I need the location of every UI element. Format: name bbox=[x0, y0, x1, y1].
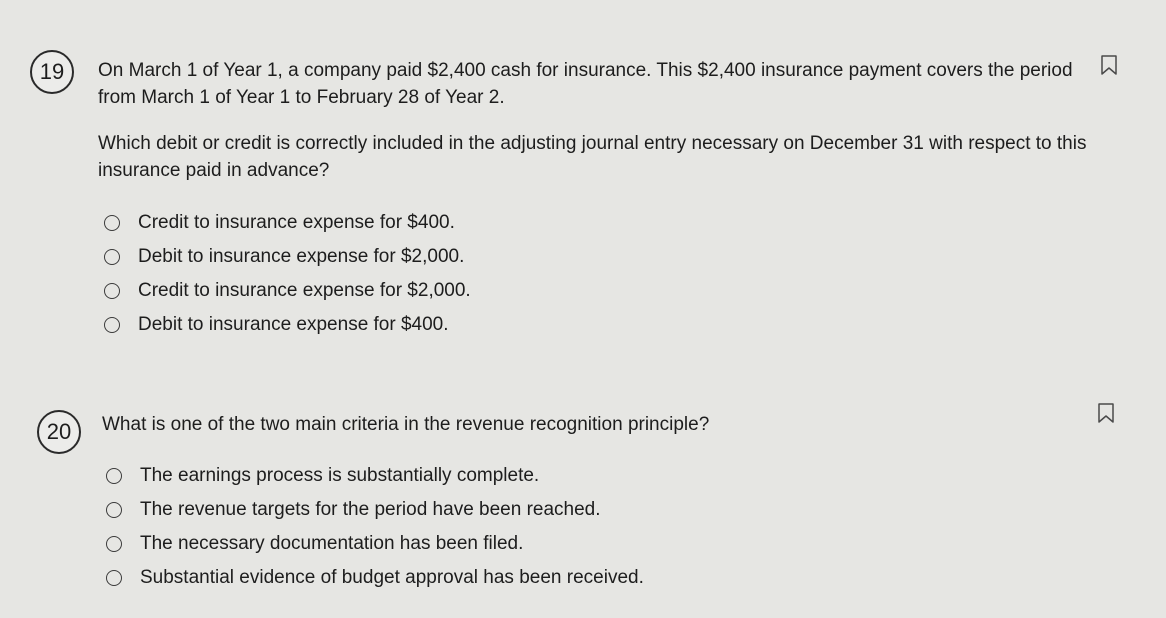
question-prompt: Which debit or credit is correctly included in the adjusting journal entry necessary on December 31 with respect to this insurance paid in advance? bbox=[98, 133, 1087, 181]
radio-button[interactable] bbox=[104, 283, 120, 299]
radio-button[interactable] bbox=[104, 317, 120, 333]
option-label: Substantial evidence of budget approval has been received. bbox=[140, 567, 644, 588]
radio-button[interactable] bbox=[106, 570, 122, 586]
answer-options bbox=[106, 459, 644, 595]
question-stem: What is one of the two main criteria in the revenue recognition principle? bbox=[102, 414, 710, 435]
question-number-badge bbox=[37, 410, 81, 454]
answer-option[interactable] bbox=[106, 561, 644, 595]
question-20 bbox=[0, 380, 1166, 618]
question-stem: On March 1 of Year 1, a company paid $2,400 cash for insurance. This $2,400 insurance payment covers the period from March 1 of Year 1 to February 28 of Year 2. bbox=[98, 60, 1073, 108]
option-label: Debit to insurance expense for $400. bbox=[138, 314, 449, 335]
answer-option[interactable] bbox=[104, 274, 471, 308]
radio-button[interactable] bbox=[104, 215, 120, 231]
answer-option[interactable] bbox=[104, 240, 471, 274]
bookmark-icon[interactable] bbox=[1100, 55, 1118, 75]
radio-button[interactable] bbox=[106, 536, 122, 552]
option-label: The revenue targets for the period have been reached. bbox=[140, 499, 601, 520]
radio-button[interactable] bbox=[106, 502, 122, 518]
answer-option[interactable] bbox=[106, 459, 644, 493]
question-number: 19 bbox=[39, 59, 65, 84]
answer-option[interactable] bbox=[104, 308, 471, 342]
option-label: The earnings process is substantially complete. bbox=[140, 465, 540, 486]
answer-option[interactable] bbox=[106, 527, 644, 561]
question-number-badge bbox=[30, 50, 74, 94]
question-number: 20 bbox=[46, 419, 72, 444]
bookmark-icon[interactable] bbox=[1097, 403, 1115, 423]
answer-options bbox=[104, 206, 471, 342]
radio-button[interactable] bbox=[104, 249, 120, 265]
option-label: Credit to insurance expense for $2,000. bbox=[138, 280, 471, 301]
answer-option[interactable] bbox=[106, 493, 644, 527]
answer-option[interactable] bbox=[104, 206, 471, 240]
radio-button[interactable] bbox=[106, 468, 122, 484]
option-label: Debit to insurance expense for $2,000. bbox=[138, 246, 465, 267]
option-label: Credit to insurance expense for $400. bbox=[138, 212, 455, 233]
option-label: The necessary documentation has been filed. bbox=[140, 533, 524, 554]
